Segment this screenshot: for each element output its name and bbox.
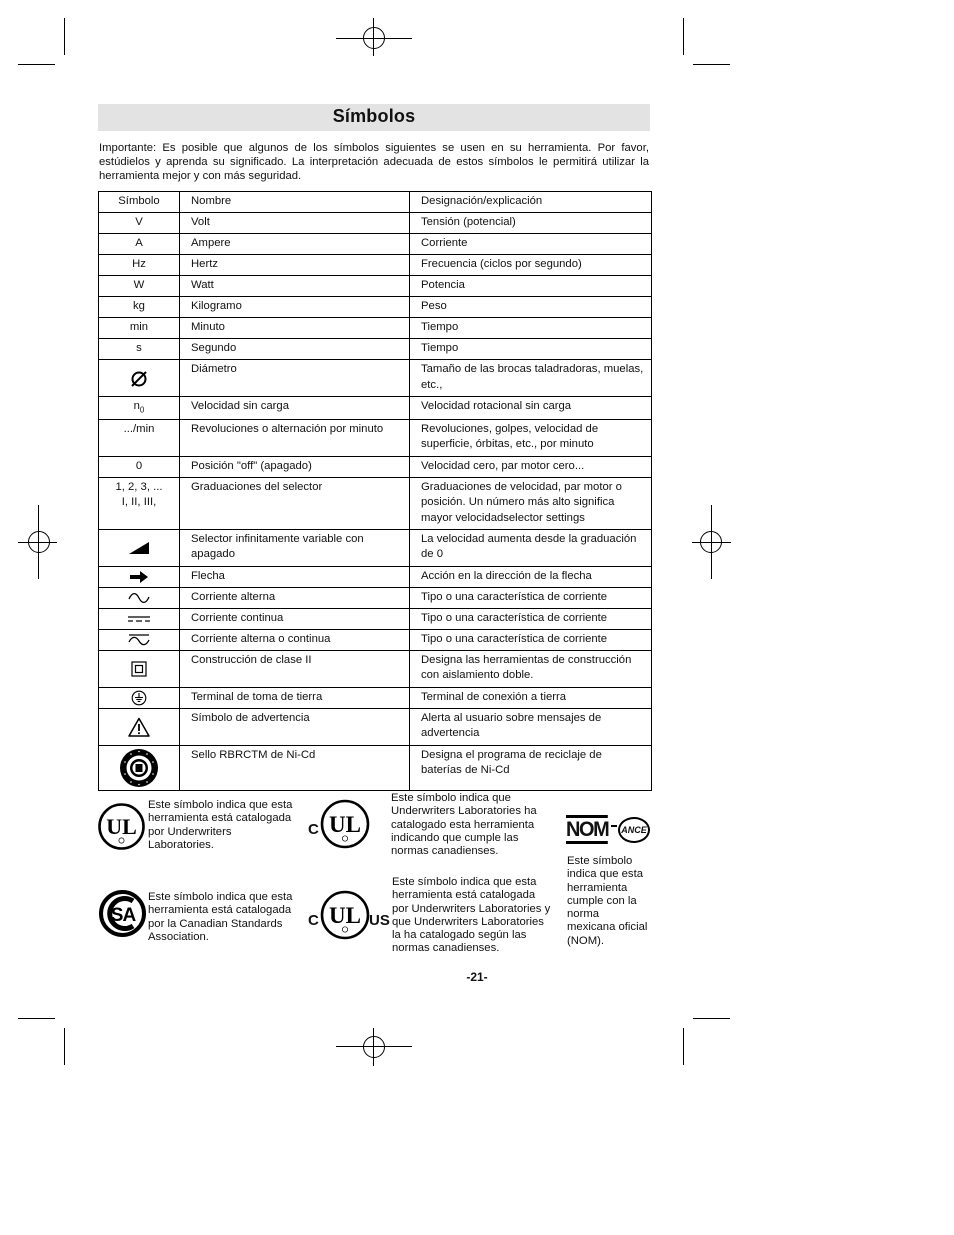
ac-dc-icon <box>128 633 150 647</box>
table-header-row <box>99 192 652 213</box>
desc-cell: Tamaño de las brocas taladradoras, muelas, etc., <box>410 360 652 397</box>
culus-logo <box>308 890 388 942</box>
desc-cell: Potencia <box>410 276 652 297</box>
desc-cell: Velocidad rotacional sin carga <box>410 397 652 420</box>
table-row <box>99 708 652 745</box>
symbol-cell: .../min <box>99 419 180 456</box>
desc-cell: La velocidad aumenta desde la graduación de 0 <box>410 529 652 566</box>
variable-selector-icon <box>128 541 150 555</box>
desc-cell: Terminal de conexión a tierra <box>410 687 652 708</box>
nom-logo <box>566 813 652 849</box>
desc-cell: Designa las herramientas de construcción con aislamiento doble. <box>410 650 652 687</box>
table-row <box>99 276 652 297</box>
culus-suffix: US <box>369 912 390 929</box>
cul-letters: UL <box>329 812 361 837</box>
rbrc-seal-icon <box>119 748 159 788</box>
symbol-cell <box>99 608 180 629</box>
name-cell: Graduaciones del selector <box>180 477 410 529</box>
nom-dash <box>611 825 617 827</box>
table-row <box>99 234 652 255</box>
intro-paragraph: Importante: Es posible que algunos de los símbolos siguientes se usen en su herramienta. Por favor, estúdielos y aprenda su significado. La interpretación adecuada de estos símbolos le permitirá utilizar la herramienta mejor y con más seguridad. <box>99 142 649 182</box>
table-row <box>99 687 652 708</box>
name-cell: Corriente continua <box>180 608 410 629</box>
name-cell: Minuto <box>180 318 410 339</box>
name-cell: Velocidad sin carga <box>180 397 410 420</box>
symbol-cell <box>99 529 180 566</box>
symbol-cell <box>99 477 180 529</box>
desc-cell: Velocidad cero, par motor cero... <box>410 456 652 477</box>
desc-cell: Corriente <box>410 234 652 255</box>
symbol-cell: 0 <box>99 456 180 477</box>
name-cell: Kilogramo <box>180 297 410 318</box>
symbol-cell: Hz <box>99 255 180 276</box>
table-row <box>99 339 652 360</box>
desc-cell: Graduaciones de velocidad, par motor o posición. Un número más alto significa mayor velocidadselector settings <box>410 477 652 529</box>
table-row <box>99 297 652 318</box>
header-desc: Designación/explicación <box>410 192 652 213</box>
symbol-cell <box>99 745 180 790</box>
desc-cell: Tiempo <box>410 318 652 339</box>
title-bar <box>98 104 650 131</box>
table-row <box>99 587 652 608</box>
name-cell: Watt <box>180 276 410 297</box>
name-cell: Selector infinitamente variable con apagado <box>180 529 410 566</box>
symbol-cell: V <box>99 213 180 234</box>
name-cell: Hertz <box>180 255 410 276</box>
desc-cell: Frecuencia (ciclos por segundo) <box>410 255 652 276</box>
table-row <box>99 213 652 234</box>
table-row <box>99 255 652 276</box>
table-row <box>99 629 652 650</box>
ul-logo <box>98 803 145 850</box>
symbol-cell <box>99 687 180 708</box>
desc-cell: Tipo o una característica de corriente <box>410 587 652 608</box>
alternating-current-icon <box>128 592 150 604</box>
arrow-icon <box>129 570 149 584</box>
csa-logo <box>99 890 146 937</box>
table-row <box>99 650 652 687</box>
name-cell: Corriente alterna <box>180 587 410 608</box>
header-symbol: Símbolo <box>99 192 180 213</box>
ul-description: Este símbolo indica que esta herramienta está catalogada por Underwriters Laboratories. <box>148 799 293 851</box>
table-row <box>99 745 652 790</box>
name-cell: Construcción de clase II <box>180 650 410 687</box>
cul-logo <box>308 799 370 851</box>
desc-cell: Tipo o una característica de corriente <box>410 608 652 629</box>
symbol-text: 1, 2, 3, ... I, II, III, <box>115 480 163 509</box>
symbol-cell: min <box>99 318 180 339</box>
csa-letters: SA <box>110 905 136 926</box>
table-row <box>99 477 652 529</box>
table-row <box>99 419 652 456</box>
symbol-subscript: 0 <box>139 405 145 415</box>
symbol-cell: kg <box>99 297 180 318</box>
table-row <box>99 566 652 587</box>
symbol-text: n <box>133 400 140 412</box>
table-row <box>99 608 652 629</box>
desc-cell: Tiempo <box>410 339 652 360</box>
name-cell: Ampere <box>180 234 410 255</box>
warning-icon <box>128 717 150 737</box>
table-row <box>99 529 652 566</box>
symbol-cell <box>99 708 180 745</box>
nom-description: Este símbolo indica que esta herramienta cumple con la norma mexicana oficial (NOM). <box>567 855 648 947</box>
table-row <box>99 397 652 420</box>
name-cell: Flecha <box>180 566 410 587</box>
culus-letters: UL <box>329 903 361 928</box>
name-cell: Segundo <box>180 339 410 360</box>
symbol-cell <box>99 360 180 397</box>
ance-mark: ANCE <box>618 817 650 843</box>
desc-cell: Tipo o una característica de corriente <box>410 629 652 650</box>
cul-description: Este símbolo indica que Underwriters Laboratories ha catalogado esta herramienta indicando que cumple las normas canadienses. <box>391 792 537 858</box>
symbol-cell <box>99 587 180 608</box>
desc-cell: Designa el programa de reciclaje de baterías de Ni-Cd <box>410 745 652 790</box>
name-cell: Símbolo de advertencia <box>180 708 410 745</box>
name-cell: Volt <box>180 213 410 234</box>
desc-cell: Peso <box>410 297 652 318</box>
table-row <box>99 360 652 397</box>
desc-cell: Revoluciones, golpes, velocidad de superficie, órbitas, etc., por minuto <box>410 419 652 456</box>
ul-letters: UL <box>106 814 137 839</box>
culus-prefix: C <box>308 912 319 929</box>
name-cell: Terminal de toma de tierra <box>180 687 410 708</box>
direct-current-icon <box>127 614 151 624</box>
symbol-cell: W <box>99 276 180 297</box>
name-cell: Corriente alterna o continua <box>180 629 410 650</box>
symbols-table <box>98 191 652 791</box>
desc-cell: Alerta al usuario sobre mensajes de advertencia <box>410 708 652 745</box>
earth-terminal-icon <box>131 690 147 706</box>
symbol-cell: s <box>99 339 180 360</box>
desc-cell: Acción en la dirección de la flecha <box>410 566 652 587</box>
symbol-cell <box>99 650 180 687</box>
symbol-cell <box>99 397 180 420</box>
name-cell: Revoluciones o alternación por minuto <box>180 419 410 456</box>
name-cell: Diámetro <box>180 360 410 397</box>
symbol-cell <box>99 566 180 587</box>
cul-prefix: C <box>308 821 319 838</box>
desc-cell: Tensión (potencial) <box>410 213 652 234</box>
symbol-cell <box>99 629 180 650</box>
header-name: Nombre <box>180 192 410 213</box>
page-number: -21- <box>466 970 488 984</box>
page-title: Símbolos <box>332 106 416 126</box>
name-cell: Sello RBRCTM de Ni-Cd <box>180 745 410 790</box>
diameter-icon <box>129 369 149 389</box>
table-row <box>99 456 652 477</box>
class-ii-icon <box>131 661 147 677</box>
nom-mark: NOM <box>566 815 608 844</box>
symbol-cell: A <box>99 234 180 255</box>
csa-description: Este símbolo indica que esta herramienta está catalogada por la Canadian Standards Association. <box>148 891 293 943</box>
culus-description: Este símbolo indica que esta herramienta está catalogada por Underwriters Laboratories y que Underwriters Laboratories la ha catalogado según las normas canadienses. <box>392 876 551 955</box>
name-cell: Posición "off" (apagado) <box>180 456 410 477</box>
table-row <box>99 318 652 339</box>
